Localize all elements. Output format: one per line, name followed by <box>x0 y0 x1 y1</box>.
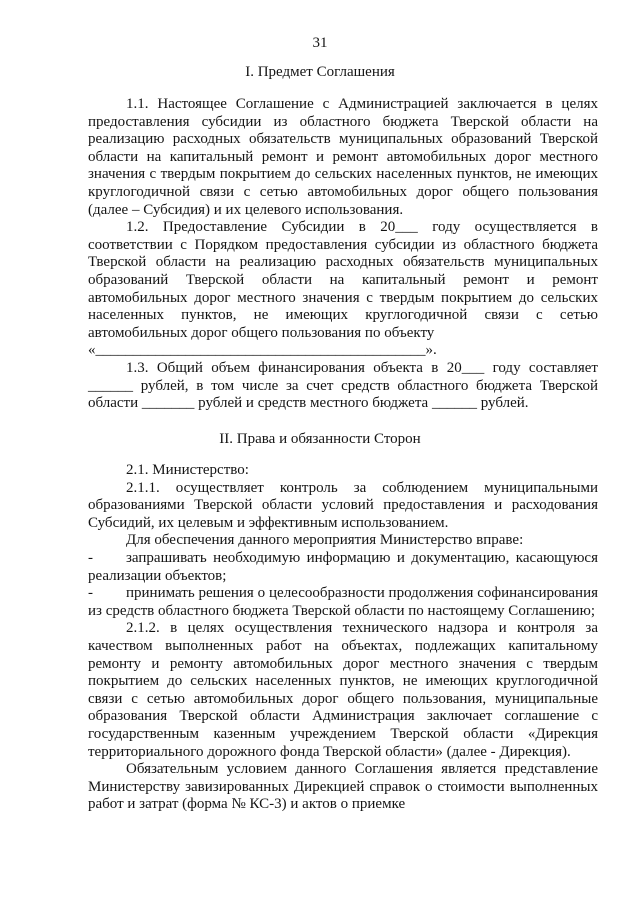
list-item-decide-cofinancing <box>88 585 598 620</box>
paragraph-rights-intro: Для обеспечения данного мероприятия Министерство вправе: <box>126 532 524 549</box>
paragraph-1-1: 1.1. Настоящее Соглашение с Администрацией заключается в целях предоставления субсидии из областного бюджета Тверской области на реализацию расходных обязательств муниципальных образований Тверской области на капитальный ремонт и ремонт автомобильных дорог местного значения с твердым покрытием до сельских населенных пунктов, не имеющих круглогодичной связи с сетью автомобильных дорог общего пользования (далее – Субсидия) и их целевого использования. <box>88 96 598 218</box>
paragraph-mandatory-condition: Обязательным условием данного Соглашения является представление Министерству завизированных Дирекцией справок о стоимости выполненных работ и затрат (форма № КС-3) и актов о приемке <box>88 761 598 813</box>
list-item-text: запрашивать необходимую информацию и документацию, касающуюся реализации объектов; <box>88 549 598 584</box>
section-2-body <box>88 462 598 814</box>
paragraph-1-3: 1.3. Общий объем финансирования объекта в 20___ году составляет ______ рублей, в том числе за счет средств областного бюджета Тверской области _______ рублей и средств местного бюджета ______ рублей. <box>88 359 598 412</box>
list-item-text: принимать решения о целесообразности продолжения софинансирования из средств областного бюджета Тверской области по настоящему Соглашению; <box>88 585 598 619</box>
dash-marker: - <box>88 549 93 566</box>
paragraph-2-1: 2.1. Министерство: <box>126 462 249 478</box>
paragraph-1-2: 1.2. Предоставление Субсидии в 20___ году осуществляется в соответствии с Порядком предоставления субсидии из областного бюджета Тверской области на реализацию расходных обязательств муниципальных образований Тверской области на капитальный ремонт и ремонт автомобильных дорог местного значения с твердым покрытием до сельских населенных пунктов, не имеющих круглогодичной связи с сетью автомобильных дорог общего пользования по объекту <box>88 219 598 341</box>
section-1-title: I. Предмет Соглашения <box>245 64 395 80</box>
paragraph-1-2-object: «____________________________________________». <box>88 342 437 359</box>
paragraph-2-1-1: 2.1.1. осуществляет контроль за соблюдением муниципальными образованиями Тверской области условий предоставления и расходования Субсидий, их целевым и эффективным использованием. <box>88 479 598 531</box>
paragraph-2-1-2: 2.1.2. в целях осуществления технического надзора и контроля за качеством выполненных работ на объектах, подлежащих капитальному ремонту и ремонту автомобильных дорог местного значения с твердым покрытием до сельских населенных пунктов, не имеющих круглогодичной связи с сетью автомобильных дорог общего пользования, муниципальные образования Тверской области Администрация заключает соглашение с государственным казенным учреждением Тверской области «Дирекция территориального дорожного фонда Тверской области» (далее - Дирекция). <box>88 620 598 760</box>
section-1-body <box>88 96 598 413</box>
dash-marker: - <box>88 585 93 602</box>
list-item-request-info <box>88 550 598 585</box>
section-2-title: II. Права и обязанности Сторон <box>219 431 421 447</box>
page-number: 31 <box>312 35 328 51</box>
